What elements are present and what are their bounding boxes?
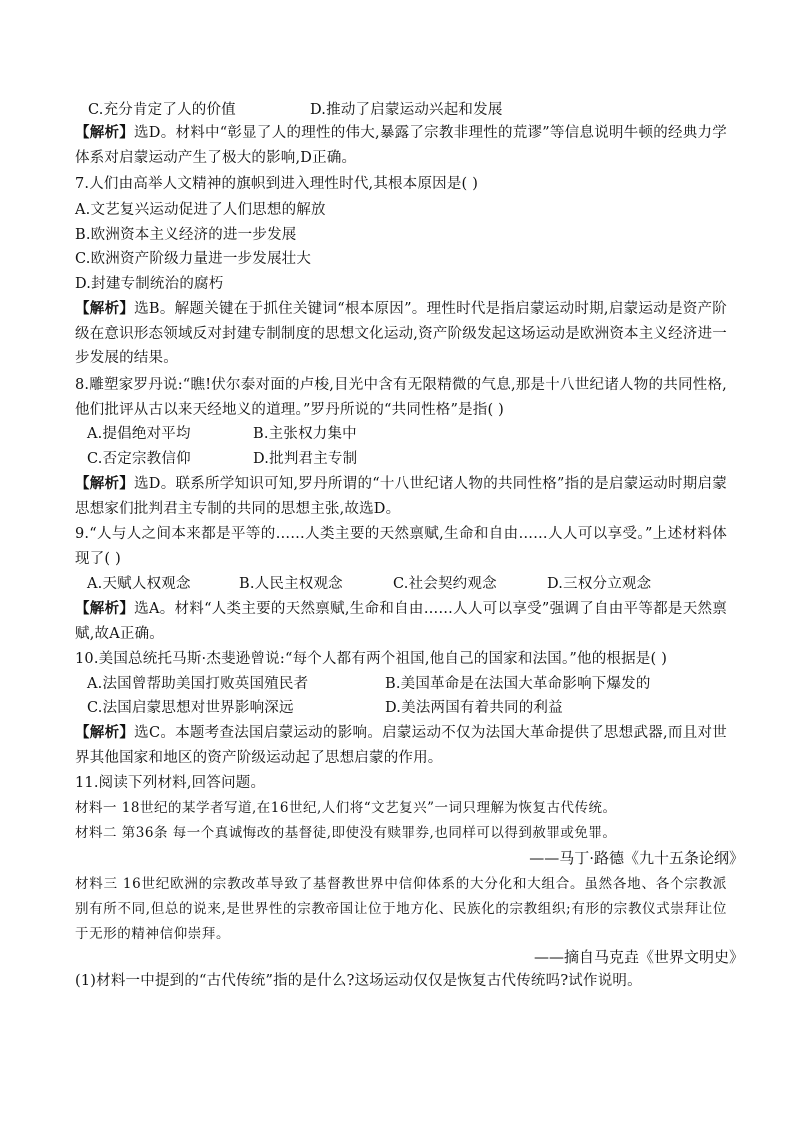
q7-stem: 7.人们由高举人文精神的旗帜到进入理性时代,其根本原因是( ) — [75, 176, 479, 192]
q6-analysis-text: 选D。材料中“彰显了人的理性的伟大,暴露了宗教非理性的荒谬”等信息说明牛顿的经典力学体系对启蒙运动产生了极大的影响,D正确。 — [75, 125, 727, 166]
q10-option-c: C.法国启蒙思想对世界影响深远 — [87, 700, 294, 716]
q6-analysis — [75, 121, 727, 170]
q9-analysis — [75, 597, 727, 646]
q11-source-2: ——马丁·路德《九十五条论纲》 — [529, 849, 744, 867]
q9-analysis-tag: 【解析】 — [75, 600, 135, 617]
q10-option-a: A.法国曾帮助美国打败英国殖民者 — [87, 676, 309, 692]
q8-option-d: D.批判君主专制 — [253, 451, 358, 467]
q7-option-a: A.文艺复兴运动促进了人们思想的解放 — [75, 202, 326, 218]
q11-stem: 11.阅读下列材料,回答问题。 — [75, 775, 266, 791]
q11-material-3: 材料三 16世纪欧洲的宗教改革导致了基督教世界中信仰体系的大分化和大组合。虽然各地、各个宗教派别有所不同,但总的说来,是世界性的宗教帝国让位于地方化、民族化的宗教组织;有形的宗教仪式崇拜让位于无形的精神信仰崇拜。 — [75, 876, 727, 942]
q8-analysis-tag: 【解析】 — [75, 475, 135, 492]
q10-option-d: D.美法两国有着共同的利益 — [385, 700, 563, 716]
q9-option-d: D.三权分立观念 — [547, 576, 652, 592]
q11-material-1: 材料一 18世纪的某学者写道,在16世纪,人们将“文艺复兴”一词只理解为恢复古代传统。 — [75, 800, 617, 816]
q8-option-b: B.主张权力集中 — [253, 426, 357, 442]
q7-option-d: D.封建专制统治的腐朽 — [75, 276, 224, 292]
q10-analysis-text: 选C。本题考查法国启蒙运动的影响。启蒙运动不仅为法国大革命提供了思想武器,而且对世界其他国家和地区的资产阶级运动起了思想启蒙的作用。 — [75, 725, 727, 766]
q7-analysis — [75, 297, 727, 371]
q10-stem: 10.美国总统托马斯·杰斐逊曾说:“每个人都有两个祖国,他自己的国家和法国。”他的根据是( ) — [75, 651, 668, 667]
q6-analysis-tag: 【解析】 — [75, 124, 135, 141]
q6-option-c: C.充分肯定了人的价值 — [88, 102, 236, 118]
q9-option-c: C.社会契约观念 — [393, 576, 497, 592]
q8-option-a: A.提倡绝对平均 — [87, 426, 191, 442]
q8-analysis — [75, 472, 727, 521]
q9-analysis-text: 选A。材料“人类主要的天然禀赋,生命和自由……人人可以享受”强调了自由平等都是天然禀赋,故A正确。 — [75, 601, 727, 642]
q7-analysis-tag: 【解析】 — [75, 300, 135, 317]
q7-option-b: B.欧洲资本主义经济的进一步发展 — [75, 227, 297, 243]
q11-material-2: 材料二 第36条 每一个真诚悔改的基督徒,即使没有赎罪券,也同样可以得到赦罪或免罪。 — [75, 825, 617, 841]
q9-option-a: A.天赋人权观念 — [87, 576, 191, 592]
q8-option-c: C.否定宗教信仰 — [87, 451, 191, 467]
q9-stem: 9.“人与人之间本来都是平等的……人类主要的天然禀赋,生命和自由……人人可以享受。”上述材料体现了( ) — [75, 526, 727, 567]
q11-source-3: ——摘自马克垚《世界文明史》 — [533, 948, 744, 966]
q8-analysis-text: 选D。联系所学知识可知,罗丹所谓的“十八世纪诸人物的共同性格”指的是启蒙运动时期启蒙思想家们批判君主专制的共同的思想主张,故选D。 — [75, 476, 727, 517]
q10-analysis — [75, 721, 727, 770]
q7-analysis-text: 选B。解题关键在于抓住关键词“根本原因”。理性时代是指启蒙运动时期,启蒙运动是资产阶级在意识形态领域反对封建专制制度的思想文化运动,资产阶级发起这场运动是欧洲资本主义经济进一步发展的结果。 — [75, 301, 727, 366]
q10-option-b: B.美国革命是在法国大革命影响下爆发的 — [385, 676, 651, 692]
q11-subquestion-1: (1)材料一中提到的“古代传统”指的是什么?这场运动仅仅是恢复古代传统吗?试作说明。 — [75, 973, 642, 989]
q7-option-c: C.欧洲资产阶级力量进一步发展壮大 — [75, 251, 312, 267]
q10-analysis-tag: 【解析】 — [75, 724, 135, 741]
q6-option-d: D.推动了启蒙运动兴起和发展 — [310, 102, 503, 118]
q8-stem: 8.雕塑家罗丹说:“瞧!伏尔泰对面的卢梭,目光中含有无限精微的气息,那是十八世纪诸人物的共同性格,他们批评从古以来天经地义的道理。”罗丹所说的“共同性格”是指( ) — [75, 377, 727, 418]
q9-option-b: B.人民主权观念 — [239, 576, 343, 592]
